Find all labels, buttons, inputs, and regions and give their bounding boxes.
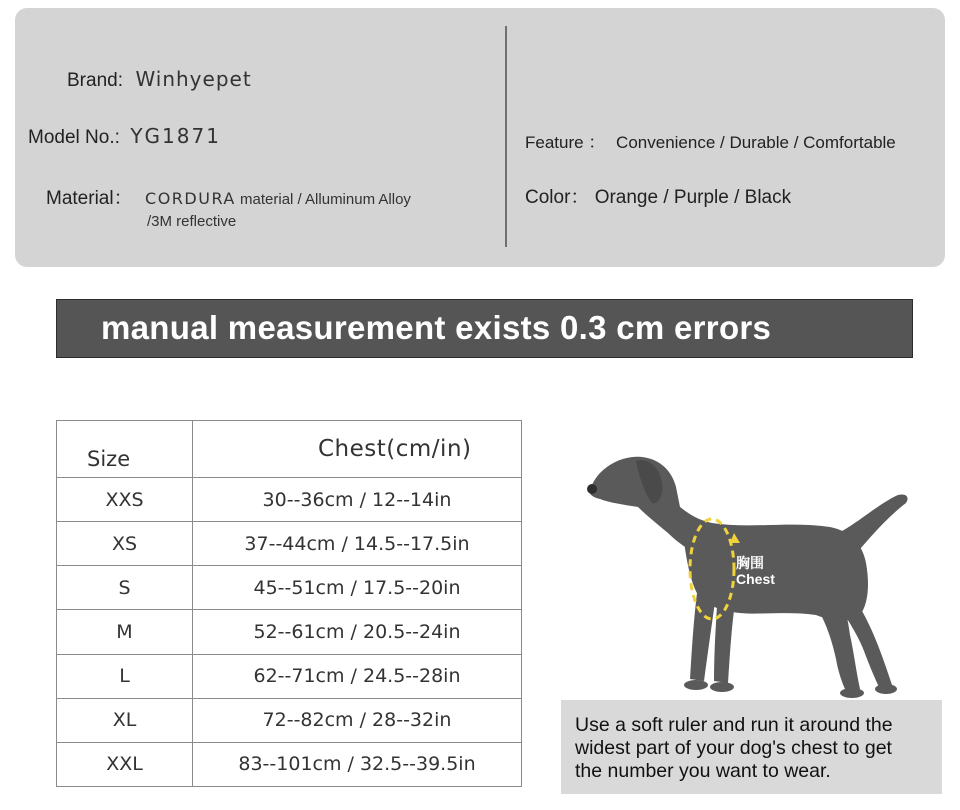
chest-cell: 30--36cm / 12--14in <box>193 478 522 522</box>
chest-cell: 52--61cm / 20.5--24in <box>193 610 522 654</box>
size-cell: L <box>57 654 193 698</box>
table-row <box>57 566 522 610</box>
header-chest: Chest(cm/in) <box>193 421 522 478</box>
size-chart-table <box>56 420 522 787</box>
size-cell: XXS <box>57 478 193 522</box>
material-line1: material / Alluminum Alloy <box>235 191 411 208</box>
brand-row <box>67 67 252 92</box>
banner-text: manual measurement exists 0.3 cm errors <box>101 309 772 346</box>
size-cell: XL <box>57 698 193 742</box>
table-row <box>57 610 522 654</box>
material-line2: /3M reflective <box>147 213 237 230</box>
chest-cell: 45--51cm / 17.5--20in <box>193 566 522 610</box>
measurement-note <box>561 700 942 794</box>
chest-cell: 83--101cm / 32.5--39.5in <box>193 742 522 786</box>
color-label: Color： <box>525 187 590 208</box>
model-label: Model No.: <box>28 127 120 148</box>
dog-illustration <box>580 445 920 705</box>
table-row <box>57 698 522 742</box>
chest-cell: 62--71cm / 24.5--28in <box>193 654 522 698</box>
header-size: Size <box>57 421 193 478</box>
brand-label: Brand: <box>67 70 123 91</box>
chest-cell: 72--82cm / 28--32in <box>193 698 522 742</box>
material-brand: CORDURA <box>145 189 236 208</box>
chest-cn-label: 胸围 <box>736 555 764 571</box>
size-cell: XS <box>57 522 193 566</box>
table-header-row <box>57 421 522 478</box>
spec-divider <box>505 26 507 247</box>
size-cell: XXL <box>57 742 193 786</box>
chest-cell: 37--44cm / 14.5--17.5in <box>193 522 522 566</box>
size-cell: S <box>57 566 193 610</box>
note-line-1: Use a soft ruler and run it around the <box>575 714 893 736</box>
chest-en-label: Chest <box>736 571 775 587</box>
feature-label: Feature ： <box>525 133 606 152</box>
feature-value: Convenience / Durable / Comfortable <box>616 133 896 152</box>
model-row <box>28 124 221 149</box>
table-row <box>57 522 522 566</box>
table-row <box>57 478 522 522</box>
measurement-banner <box>56 299 913 358</box>
color-value: Orange / Purple / Black <box>594 187 792 208</box>
brand-value: Winhyepet <box>135 67 252 91</box>
size-cell: M <box>57 610 193 654</box>
feature-row <box>525 128 896 153</box>
material-label: Material： <box>46 188 133 209</box>
note-line-3: the number you want to wear. <box>575 760 831 782</box>
table-row <box>57 654 522 698</box>
note-line-2: widest part of your dog's chest to get <box>575 737 892 759</box>
table-row <box>57 742 522 786</box>
color-row <box>525 182 791 209</box>
model-value: YG1871 <box>130 124 221 148</box>
material-row <box>46 183 411 210</box>
